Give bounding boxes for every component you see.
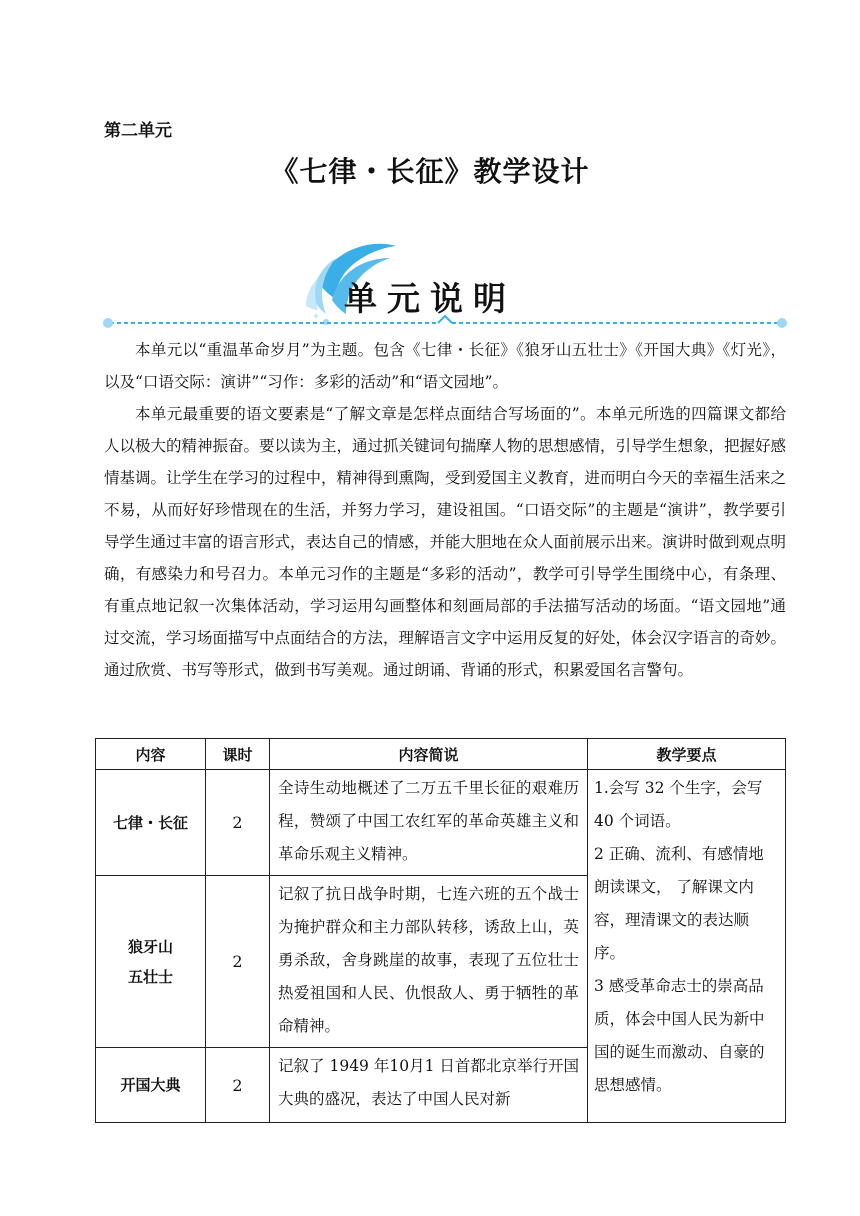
header-content: 内容 bbox=[96, 739, 206, 770]
key-point: 1.会写 32 个生字，会写 40 个词语。 bbox=[594, 779, 763, 830]
lesson-summary bbox=[270, 1048, 588, 1123]
lesson-hours: 2 bbox=[206, 876, 270, 1048]
paragraph: 本单元最重要的语文要素是“了解文章是怎样点面结合写场面的”。本单元所选的四篇课文都给人以极大的精神振奋。要以读为主，通过抓关键词句揣摩人物的思想感情，引导学生想象，把握好感情基调。让学生在学习的过程中，精神得到熏陶，受到爱国主义教育，进而明白今天的幸福生活来之不易，从而好好珍惜现在的生活，并努力学习，建设祖国。“口语交际”的主题是“演讲”，教学要引导学生通过丰富的语言形式，表达自己的情感，并能大胆地在众人面前展示出来。演讲时做到观点明确，有感染力和号召力。本单元习作的主题是“多彩的活动”，教学可引导学生围绕中心，有条理、有重点地记叙一次集体活动，学习运用勾画整体和刻画局部的手法描写活动的场面。“语文园地”通过交流，学习场面描写中点面结合的方法，理解语言文字中运用反复的好处，体会汉字语言的奇妙。通过欣赏、书写等形式，做到书写美观。通过朗诵、背诵的形式，积累爱国名言警句。 bbox=[104, 405, 787, 679]
lesson-table bbox=[95, 738, 786, 1123]
lesson-name-line: 五壮士 bbox=[127, 967, 173, 986]
lesson-hours: 2 bbox=[206, 770, 270, 876]
header-key-points: 教学要点 bbox=[588, 739, 786, 770]
table-row bbox=[96, 770, 786, 876]
lesson-summary-text: 记叙了 1949 年10月1 日首都北京举行开国大典的盛况，表达了中国人民对新 bbox=[278, 1057, 579, 1108]
key-point: 2 正确、流利、有感情地朗读课文， 了解课文内容，理清课文的表达顺序。 bbox=[594, 845, 764, 962]
lesson-summary: 全诗生动地概述了二万五千里长征的艰难历程，赞颂了中国工农红军的革命英雄主义和革命乐观主义精神。 bbox=[270, 770, 588, 876]
lesson-name-line: 狼牙山 bbox=[127, 937, 173, 956]
table-header-row bbox=[96, 739, 786, 770]
lesson-name: 七律・长征 bbox=[96, 770, 206, 876]
key-points-cell bbox=[588, 770, 786, 1123]
document-title: 《七律・长征》教学设计 bbox=[270, 155, 590, 188]
unit-label: 第二单元 bbox=[104, 121, 172, 141]
unit-description bbox=[104, 334, 786, 686]
header-hours: 课时 bbox=[206, 739, 270, 770]
header-summary: 内容简说 bbox=[270, 739, 588, 770]
paragraph: 本单元以“重温革命岁月”为主题。包含《七律・长征》《狼牙山五壮士》《开国大典》《灯光》，以及“口语交际：演讲”“习作：多彩的活动”和“语文园地”。 bbox=[104, 341, 786, 391]
lesson-hours: 2 bbox=[206, 1048, 270, 1123]
lesson-name: 开国大典 bbox=[96, 1048, 206, 1123]
lesson-name bbox=[96, 876, 206, 1048]
lesson-summary: 记叙了抗日战争时期，七连六班的五个战士为掩护群众和主力部队转移，诱敌上山，英勇杀敌，舍身跳崖的故事，表现了五位壮士热爱祖国和人民、仇恨敌人、勇于牺牲的革命精神。 bbox=[270, 876, 588, 1048]
key-point: 3 感受革命志士的崇高品质，体会中国人民为新中国的诞生而激动、自豪的思想感情。 bbox=[594, 977, 765, 1094]
section-title: 单元说明 bbox=[344, 279, 516, 318]
